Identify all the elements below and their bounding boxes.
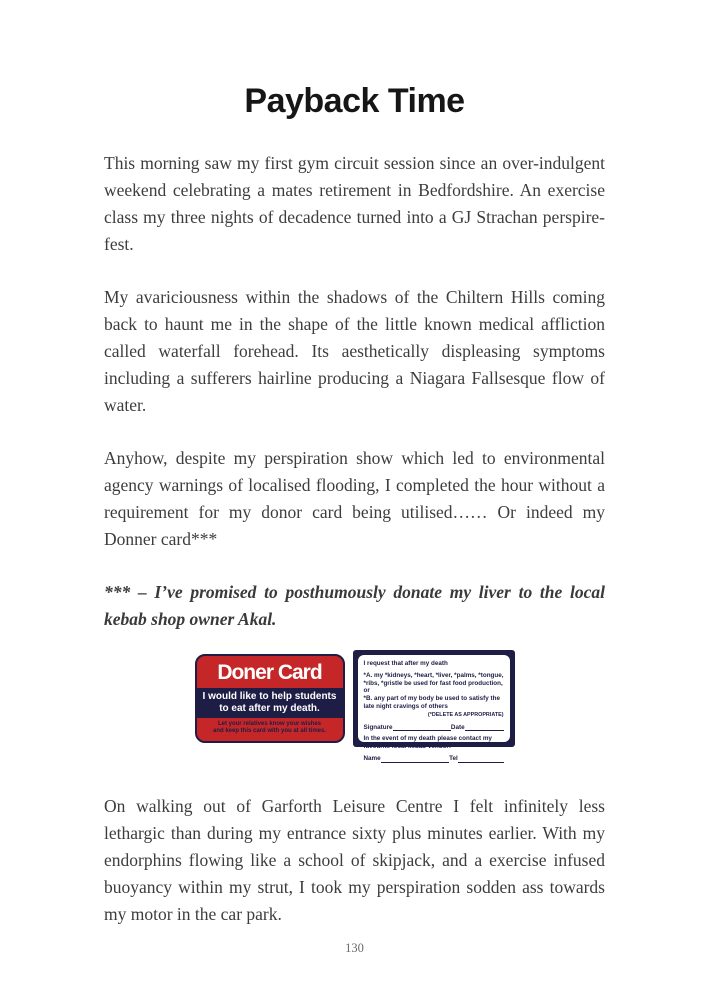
- page-number: 130: [345, 941, 364, 955]
- doner-card-back-panel: [358, 655, 510, 762]
- doner-card-delete-note: (*DELETE AS APPROPRIATE): [427, 711, 504, 718]
- signature-label: Signature: [363, 723, 393, 731]
- date-label: Date: [450, 723, 465, 731]
- doner-card-option-a: *A. my *kidneys, *heart, *liver, *palms, *tongue, *ribs, *gristle be used for fast food production, or: [363, 671, 504, 695]
- doner-card-front-footer: Let your relatives know your wishes and keep this card with you at all times.: [212, 721, 327, 734]
- doner-card-images: [104, 650, 605, 762]
- paragraph-donor-card: Anyhow, despite my perspiration show which led to environmental agency warnings of localised flooding, I completed the hour without a requirement for my donor card being utilised…… Or indeed my Donner card***: [104, 448, 605, 549]
- doner-card-signature-row: [364, 724, 504, 732]
- paragraph-gym-session: This morning saw my first gym circuit session since an over-indulgent weekend celebrating a mates retirement in Bedfordshire. An exercise class my three nights of decadence turned into a GJ Strachan perspire-fest.: [104, 153, 605, 254]
- tel-line: [458, 756, 504, 763]
- doner-card-name-row: [364, 755, 504, 763]
- doner-card-back-image: [353, 650, 515, 762]
- page-content: [0, 80, 709, 928]
- date-line: [465, 724, 504, 731]
- doner-card-option-b: *B. any part of my body be used to satisfy the late night cravings of others: [363, 695, 500, 710]
- doner-card-front-title: Doner Card: [217, 661, 322, 684]
- signature-line: [393, 724, 451, 731]
- doner-card-contact-line: In the event of my death please contact my favourite local kebab vendor:: [363, 735, 492, 751]
- paragraph-leaving-gym: On walking out of Garforth Leisure Centre I felt infinitely less lethargic than during my entrance sixty plus minutes earlier. With my endorphins flowing like a school of skipjack, and a exercise infused buoyancy within my strut, I took my perspiration sodden ass towards my motor in the car park.: [104, 796, 605, 924]
- page-title: Payback Time: [244, 82, 465, 120]
- tel-label: Tel: [449, 754, 458, 762]
- paragraph-waterfall-forehead: My avariciousness within the shadows of the Chiltern Hills coming back to haunt me in the shape of the little known medical affliction called waterfall forehead. Its aesthetically displeasing symptoms including a sufferers hairline producing a Niagara Fallsesque flow of water.: [104, 287, 605, 415]
- doner-card-request-line: I request that after my death: [363, 660, 448, 667]
- doner-card-front-image: [195, 654, 345, 743]
- footnote-liver-donation: *** – I’ve promised to posthumously donate my liver to the local kebab shop owner Akal.: [104, 582, 605, 629]
- name-label: Name: [363, 754, 381, 762]
- name-line: [381, 756, 450, 763]
- doner-card-pledge-band: I would like to help students to eat after my death.: [197, 688, 343, 718]
